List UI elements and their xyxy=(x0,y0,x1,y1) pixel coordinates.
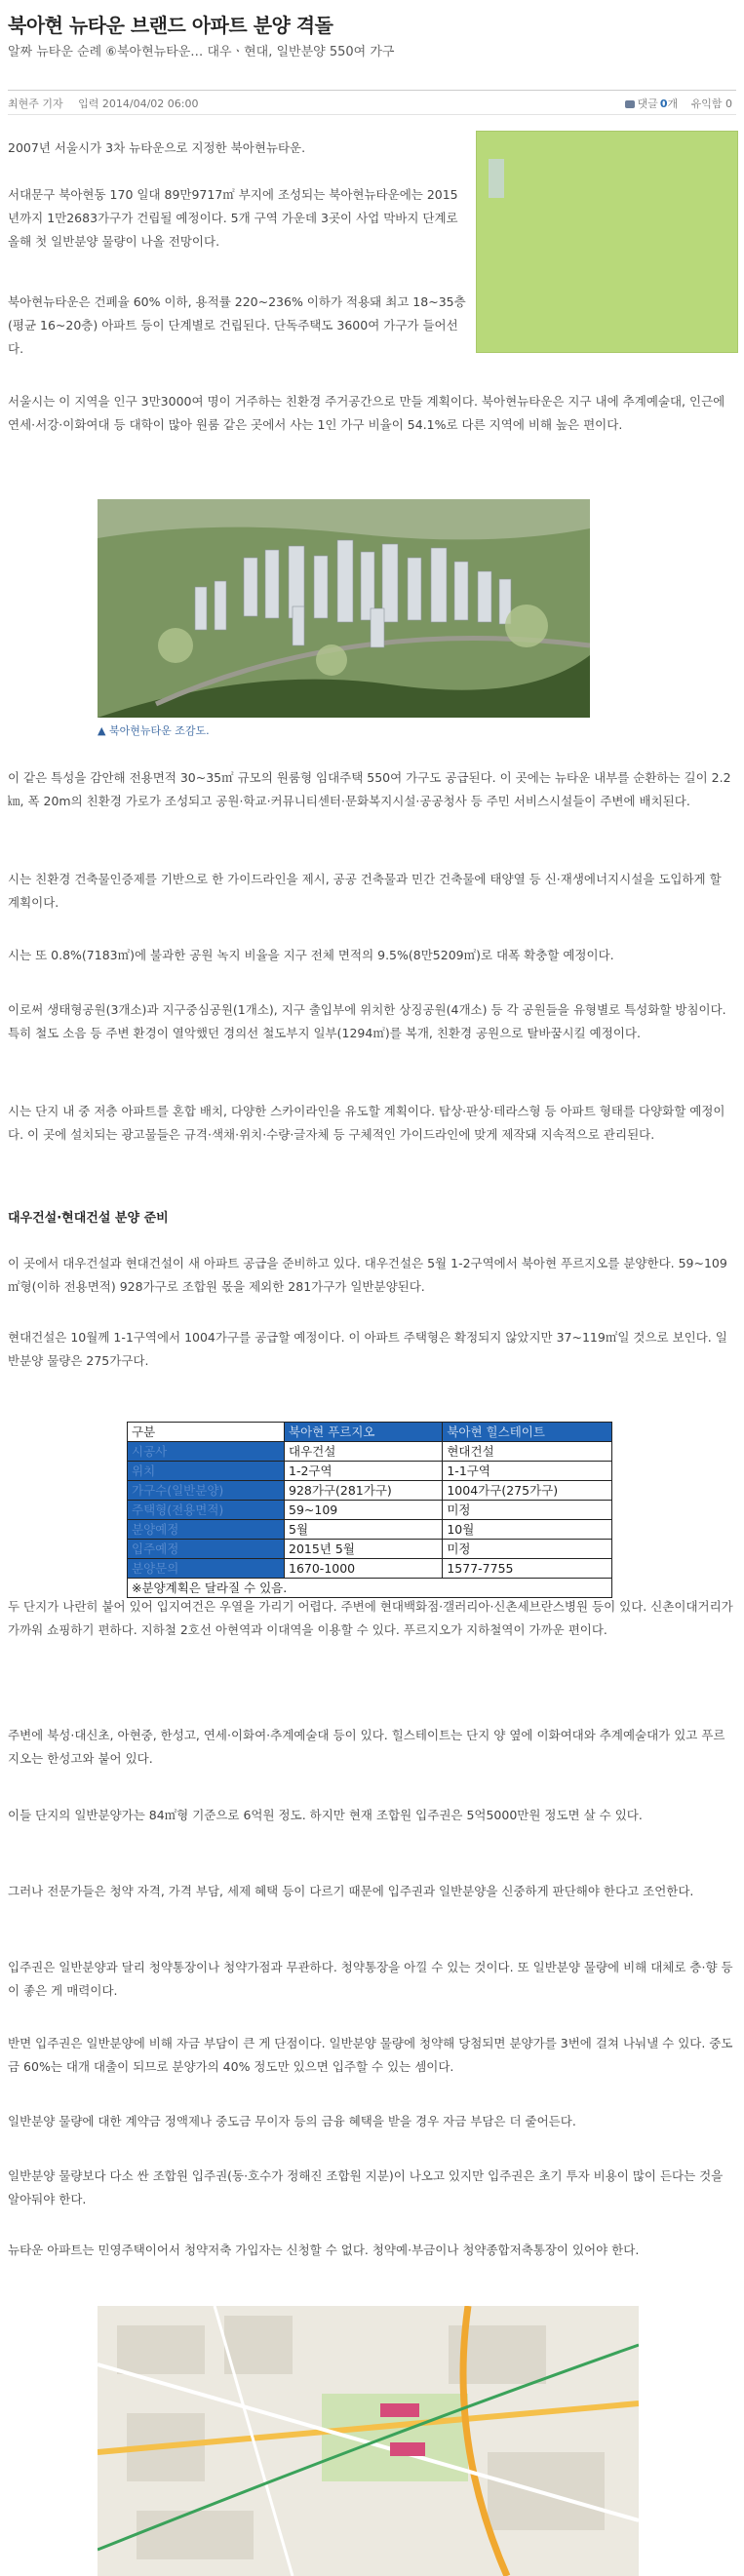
comment-suffix: 개 xyxy=(667,98,679,110)
table-cell: 928가구(281가구) xyxy=(285,1481,443,1501)
ad-graphic xyxy=(489,159,504,198)
paragraph: 이 같은 특성을 감안해 전용면적 30~35㎡ 규모의 원룸형 임대주택 550여 가구도 공급된다. 이 곳에는 뉴타운 내부를 순환하는 길이 2.2㎞, 폭 20m의 친환경 가로가 조성되고 공원·학교·커뮤니티센터·문화복지시설·공공청사 등 주민 서비스시설들이 주변에 배치된다. xyxy=(8,770,731,808)
comment-count: 0 xyxy=(659,98,668,110)
location-map xyxy=(98,2306,639,2576)
map-graphic xyxy=(98,2306,639,2576)
table-cell: 미정 xyxy=(443,1540,612,1559)
table-cell: 1577-7755 xyxy=(443,1559,612,1579)
useful-label: 유익함 xyxy=(690,98,723,110)
paragraph: 반면 입주권은 일반분양에 비해 자금 부담이 큰 게 단점이다. 일반분양 물량에 청약해 당첨되면 분양가를 3번에 걸쳐 나눠낼 수 있다. 중도금 60%는 대개 대출이 되므로 분양가의 40% 정도만 있으면 입주할 수 있는 셈이다. xyxy=(8,2036,733,2074)
comment-label: 댓글 xyxy=(637,98,658,110)
table-row xyxy=(128,1442,612,1462)
section-heading: 대우건설·현대건설 분양 준비 xyxy=(8,1211,169,1226)
table-row xyxy=(128,1559,612,1579)
table-cell: 10월 xyxy=(443,1520,612,1540)
useful-count: 0 xyxy=(725,98,732,110)
paragraph: 두 단지가 나란히 붙어 있어 입지여건은 우열을 가리기 어렵다. 주변에 현대백화점·갤러리아·신촌세브란스병원 등이 있다. 신촌이대거리가 가까워 쇼핑하기 편하다. 지하철 2호선 아현역과 이대역을 이용할 수 있다. 푸르지오가 지하철역이 가까운 편이다. xyxy=(8,1599,733,1637)
table-cell: 1670-1000 xyxy=(285,1559,443,1579)
comment-icon xyxy=(625,100,635,108)
table-row xyxy=(128,1520,612,1540)
paragraph: 뉴타운 아파트는 민영주택이어서 청약저축 가입자는 신청할 수 없다. 청약예·부금이나 청약종합저축통장이 있어야 한다. xyxy=(8,2243,640,2257)
paragraph: 이 곳에서 대우건설과 현대건설이 새 아파트 공급을 준비하고 있다. 대우건설은 5월 1-2구역에서 북아현 푸르지오를 분양한다. 59~109㎡형(이하 전용면적) 928가구로 조합원 몫을 제외한 281가구가 일반분양된다. xyxy=(8,1256,727,1294)
paragraph: 일반분양 물량에 대한 계약금 정액제나 중도금 무이자 등의 금융 혜택을 받을 경우 자금 부담은 더 줄어든다. xyxy=(8,2114,576,2128)
newtown-aerial-image xyxy=(98,499,590,718)
table-cell: 59~109 xyxy=(285,1501,443,1520)
table-header-cell: 북아현 푸르지오 xyxy=(285,1423,443,1442)
table-cell: 현대건설 xyxy=(443,1442,612,1462)
aerial-rendering-graphic xyxy=(98,499,590,718)
table-cell: 1-2구역 xyxy=(285,1462,443,1481)
advertisement-box[interactable] xyxy=(476,131,738,353)
table-row xyxy=(128,1462,612,1481)
useful-button[interactable] xyxy=(691,98,732,110)
paragraph: 시는 친환경 건축물인증제를 기반으로 한 가이드라인을 제시, 공공 건축물과 민간 건축물에 태양열 등 신·재생에너지시설을 도입하게 할 계획이다. xyxy=(8,872,722,910)
publish-date: 입력 2014/04/02 06:00 xyxy=(78,98,199,110)
paragraph: 북아현뉴타운은 건폐율 60% 이하, 용적률 220~236% 이하가 적용돼 최고 18~35층(평균 16~20층) 아파트 등이 단계별로 건립된다. 단독주택도 3600여 가구가 들어선다. xyxy=(8,294,466,356)
table-cell: 1004가구(275가구) xyxy=(443,1481,612,1501)
table-cell: 5월 xyxy=(285,1520,443,1540)
table-note: ※분양계획은 달라질 수 있음. xyxy=(128,1579,612,1598)
paragraph: 서울시는 이 지역을 인구 3만3000여 명이 거주하는 친환경 주거공간으로 만들 계획이다. 북아현뉴타운은 지구 내에 추계예술대, 인근에 연세·서강·이화여대 등 대학이 많아 원룸 같은 곳에서 사는 1인 가구 비율이 54.1%로 다른 지역에 비해 높은 편이다. xyxy=(8,394,725,432)
table-label-cell: 분양예정 xyxy=(128,1520,285,1540)
paragraph: 일반분양 물량보다 다소 싼 조합원 입주권(동·호수가 정해진 조합원 지분)이 나오고 있지만 입주권은 초기 투자 비용이 많이 든다는 것을 알아둬야 한다. xyxy=(8,2168,724,2206)
table-label-cell: 입주예정 xyxy=(128,1540,285,1559)
table-label-cell: 가구수(일반분양) xyxy=(128,1481,285,1501)
table-cell: 1-1구역 xyxy=(443,1462,612,1481)
table-header-row xyxy=(128,1423,612,1442)
table-row xyxy=(128,1481,612,1501)
article-subtitle: 알짜 뉴타운 순례 ⑥북아현뉴타운… 대우ㆍ현대, 일반분양 550여 가구 xyxy=(8,45,395,59)
sales-plan-table xyxy=(127,1422,612,1598)
table-cell: 2015년 5월 xyxy=(285,1540,443,1559)
table-row xyxy=(128,1540,612,1559)
article-title: 북아현 뉴타운 브랜드 아파트 분양 격돌 xyxy=(8,14,333,37)
table-label-cell: 시공사 xyxy=(128,1442,285,1462)
paragraph: 입주권은 일반분양과 달리 청약통장이나 청약가점과 무관하다. 청약통장을 아낄 수 있는 것이다. 또 일반분양 물량에 비해 대체로 층·향 등이 좋은 게 매력이다. xyxy=(8,1960,733,1998)
paragraph: 그러나 전문가들은 청약 자격, 가격 부담, 세제 혜택 등이 다르기 때문에 입주권과 일반분양을 신중하게 판단해야 한다고 조언한다. xyxy=(8,1884,694,1898)
paragraph: 시는 또 0.8%(7183㎡)에 불과한 공원 녹지 비율을 지구 전체 면적의 9.5%(8만5209㎡)로 대폭 확충할 예정이다. xyxy=(8,948,614,962)
author-name[interactable]: 최현주 기자 xyxy=(8,98,63,110)
paragraph: 서대문구 북아현동 170 일대 89만9717㎡ 부지에 조성되는 북아현뉴타운에는 2015년까지 1만2683가구가 건립될 예정이다. 5개 구역 가운데 3곳이 사업 막바지 단계로 올해 첫 일반분양 물량이 나올 전망이다. xyxy=(8,187,458,249)
image-caption: ▲ 북아현뉴타운 조감도. xyxy=(98,724,210,737)
table-header-cell: 구분 xyxy=(128,1423,285,1442)
table-row xyxy=(128,1501,612,1520)
table-header-cell: 북아현 힐스테이트 xyxy=(443,1423,612,1442)
paragraph: 2007년 서울시가 3차 뉴타운으로 지정한 북아현뉴타운. xyxy=(8,140,306,155)
paragraph: 현대건설은 10월께 1-1구역에서 1004가구를 공급할 예정이다. 이 아파트 주택형은 확정되지 않았지만 37~119㎡일 것으로 보인다. 일반분양 물량은 275가구다. xyxy=(8,1330,727,1368)
paragraph: 주변에 북성·대신초, 아현중, 한성고, 연세·이화여·추계예술대 등이 있다. 힐스테이트는 단지 양 옆에 이화여대와 추계예술대가 있고 푸르지오는 한성고와 붙어 있다. xyxy=(8,1728,725,1766)
table-label-cell: 분양문의 xyxy=(128,1559,285,1579)
article-meta-bar xyxy=(8,90,736,115)
paragraph: 시는 단지 내 중 저층 아파트를 혼합 배치, 다양한 스카이라인을 유도할 계획이다. 탑상·판상·테라스형 등 아파트 형태를 다양화할 예정이다. 이 곳에 설치되는 광고물들은 규격·색채·위치·수량·글자체 등 구체적인 가이드라인에 맞게 제작돼 지속적으로 관리된다. xyxy=(8,1104,725,1142)
table-label-cell: 주택형(전용면적) xyxy=(128,1501,285,1520)
table-cell: 미정 xyxy=(443,1501,612,1520)
table-cell: 대우건설 xyxy=(285,1442,443,1462)
comment-link[interactable] xyxy=(625,98,679,110)
paragraph: 이로써 생태형공원(3개소)과 지구중심공원(1개소), 지구 출입부에 위치한 상징공원(4개소) 등 각 공원들을 유형별로 특성화할 방침이다. 특히 철도 소음 등 주변 환경이 열악했던 경의선 철도부지 일부(1294㎡)를 복개, 친환경 공원으로 탈바꿈시킬 예정이다. xyxy=(8,1002,726,1040)
table-label-cell: 위치 xyxy=(128,1462,285,1481)
paragraph: 이들 단지의 일반분양가는 84㎡형 기준으로 6억원 정도. 하지만 현재 조합원 입주권은 5억5000만원 정도면 살 수 있다. xyxy=(8,1808,643,1822)
